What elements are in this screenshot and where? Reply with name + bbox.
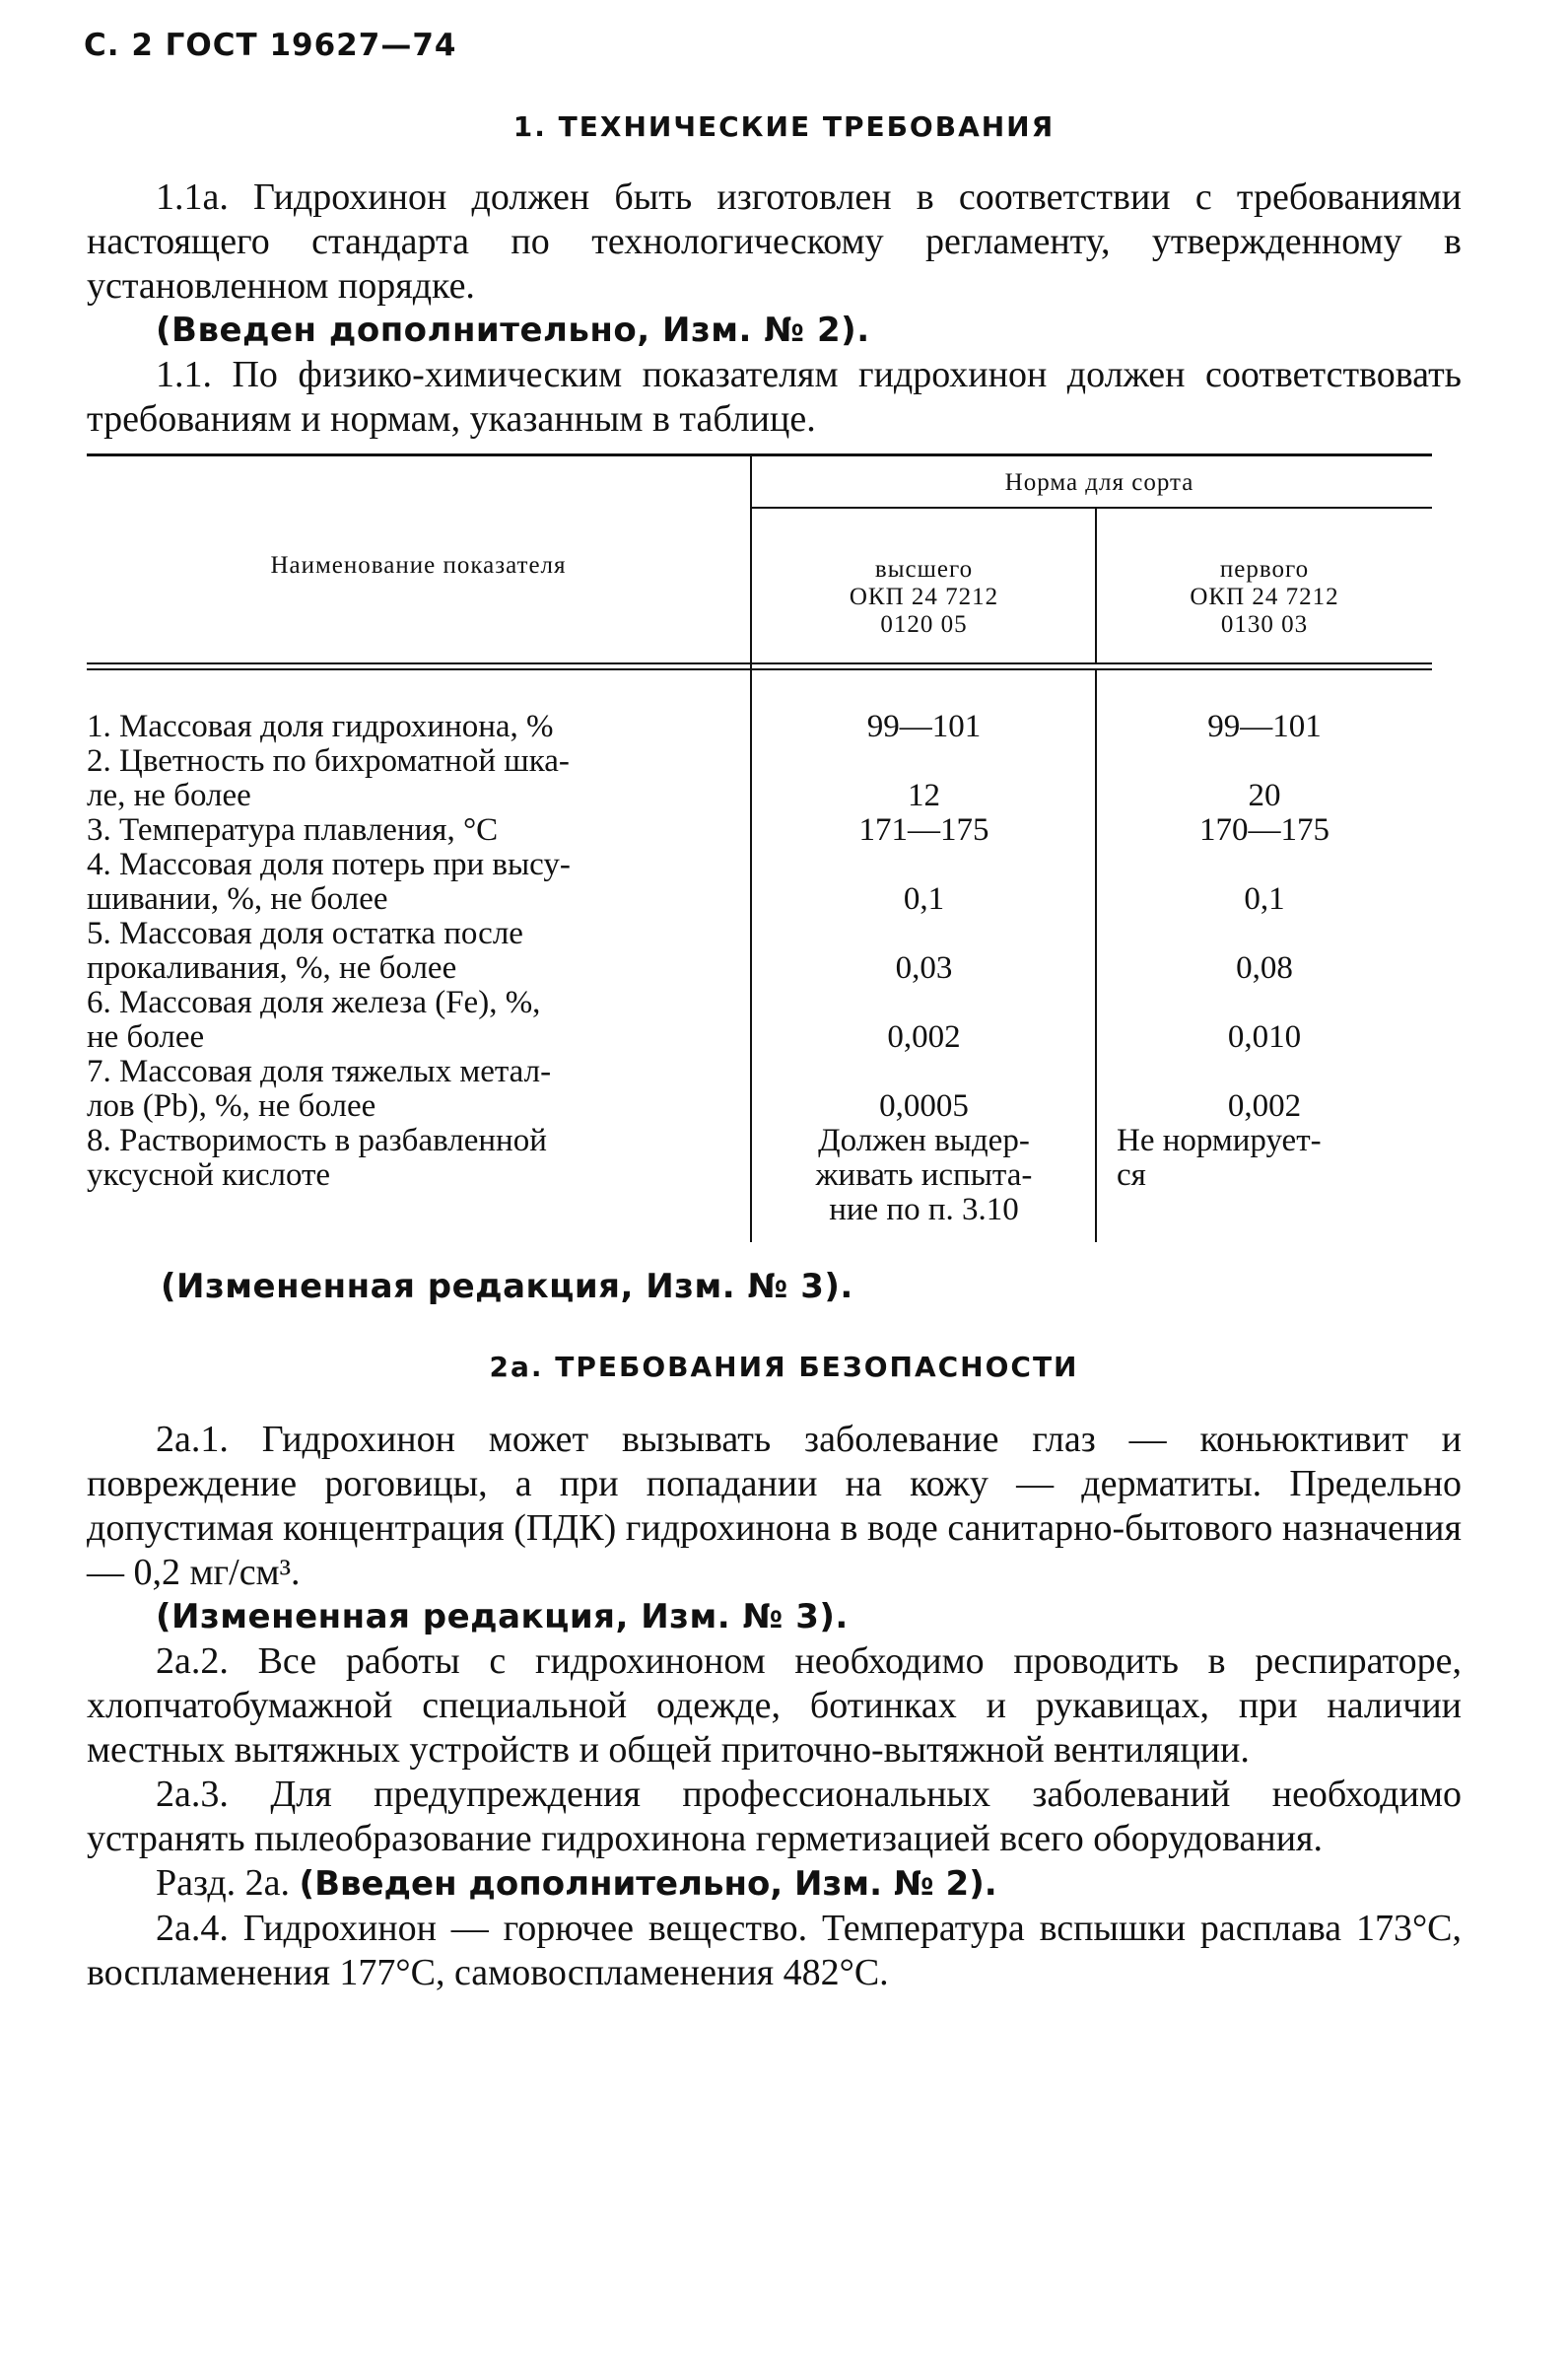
table-row-5-name: 5. Массовая доля остатка после прокаливания, %, не более xyxy=(87,916,523,986)
paragraph-2a-4: 2а.4. Гидрохинон — горючее вещество. Температура вспышки расплава 173°С, воспламенения 177°С, самовоспламенения 482°С. xyxy=(87,1908,1462,1993)
paragraph-2a-3: 2а.3. Для предупреждения профессиональных заболеваний необходимо устранять пылеобразование гидрохинона герметизацией всего оборудования. xyxy=(87,1774,1462,1859)
table-row-8-name: 8. Растворимость в разбавленной уксусной кислоте xyxy=(87,1123,547,1193)
column-header-grade-high: высшего ОКП 24 7212 0120 05 xyxy=(849,556,999,638)
table-row-7-name: 7. Массовая доля тяжелых метал- лов (Pb), %, не более xyxy=(87,1054,552,1124)
paragraph-1-1a: 1.1а. Гидрохинон должен быть изготовлен в соответствии с требованиями настоящего стандарта по технологическому регламенту, утвержденному в установленном порядке. xyxy=(87,176,1462,307)
table-row-1-first: 99—101 xyxy=(1207,709,1322,744)
table-row-8-high: Должен выдер- живать испыта- ние по п. 3.10 xyxy=(815,1123,1033,1227)
table-row-6-high: 0,002 xyxy=(887,1019,961,1055)
column-header-grade-first: первого ОКП 24 7212 0130 03 xyxy=(1190,556,1339,638)
amendment-note-2a-1: (Измененная редакция, Изм. № 3). xyxy=(156,1597,849,1636)
table-row-7-high: 0,0005 xyxy=(879,1088,969,1124)
table-row-8-first: Не нормирует- ся xyxy=(1117,1123,1322,1193)
table-amendment-note: (Измененная редакция, Изм. № 3). xyxy=(161,1267,853,1306)
amendment-note-1-1a: (Введен дополнительно, Изм. № 2). xyxy=(156,311,870,350)
table-row-7-first: 0,002 xyxy=(1227,1088,1302,1124)
paragraph-1-1: 1.1. По физико-химическим показателям гидрохинон должен соответствовать требованиям и нормам, указанным в таблице. xyxy=(87,354,1462,440)
section2a-body xyxy=(87,1418,1462,1995)
table-row-1-name: 1. Массовая доля гидрохинона, % xyxy=(87,709,554,744)
table-row-3-high: 171—175 xyxy=(858,812,989,848)
specification-table xyxy=(87,453,1432,1252)
table-row-2-name: 2. Цветность по бихроматной шка- ле, не более xyxy=(87,743,570,813)
paragraph-2a-1: 2а.1. Гидрохинон может вызывать заболевание глаз — коньюктивит и повреждение роговицы, а при попадании на кожу — дерматиты. Предельно допустимая концентрация (ПДК) гидрохинона в воде санитарно-бытового назначения — 0,2 мг/см³. xyxy=(87,1419,1462,1593)
section-heading-safety-requirements: 2а. ТРЕБОВАНИЯ БЕЗОПАСНОСТИ xyxy=(489,1351,1079,1383)
table-row-4-name: 4. Массовая доля потерь при высу- шивании, %, не более xyxy=(87,847,571,917)
table-row-2-high: 12 xyxy=(908,778,940,813)
table-row-6-name: 6. Массовая доля железа (Fe), %, не более xyxy=(87,985,541,1055)
section-heading-technical-requirements: 1. ТЕХНИЧЕСКИЕ ТРЕБОВАНИЯ xyxy=(512,110,1056,143)
table-row-2-first: 20 xyxy=(1248,778,1281,813)
table-amendment-block xyxy=(87,1265,1462,1309)
page-header: С. 2 ГОСТ 19627—74 xyxy=(84,28,457,63)
table-row-3-first: 170—175 xyxy=(1199,812,1329,848)
section1-body xyxy=(87,175,1462,442)
table-row-4-first: 0,1 xyxy=(1244,881,1285,917)
table-row-5-high: 0,03 xyxy=(895,950,953,986)
table-row-4-high: 0,1 xyxy=(903,881,945,917)
norm-header: Норма для сорта xyxy=(1004,469,1194,496)
table-row-6-first: 0,010 xyxy=(1227,1019,1302,1055)
table-row-3-name: 3. Температура плавления, °С xyxy=(87,812,499,848)
column-header-name: Наименование показателя xyxy=(270,552,567,579)
section-2a-amendment-note: Разд. 2а. (Введен дополнительно, Изм. № 2). xyxy=(156,1862,997,1904)
paragraph-2a-2: 2а.2. Все работы с гидрохиноном необходимо проводить в респираторе, хлопчатобумажной специальной одежде, ботинках и рукавицах, при наличии местных вытяжных устройств и общей приточно-вытяжной вентиляции. xyxy=(87,1640,1462,1771)
table-row-1-high: 99—101 xyxy=(866,709,982,744)
table-row-5-first: 0,08 xyxy=(1236,950,1293,986)
